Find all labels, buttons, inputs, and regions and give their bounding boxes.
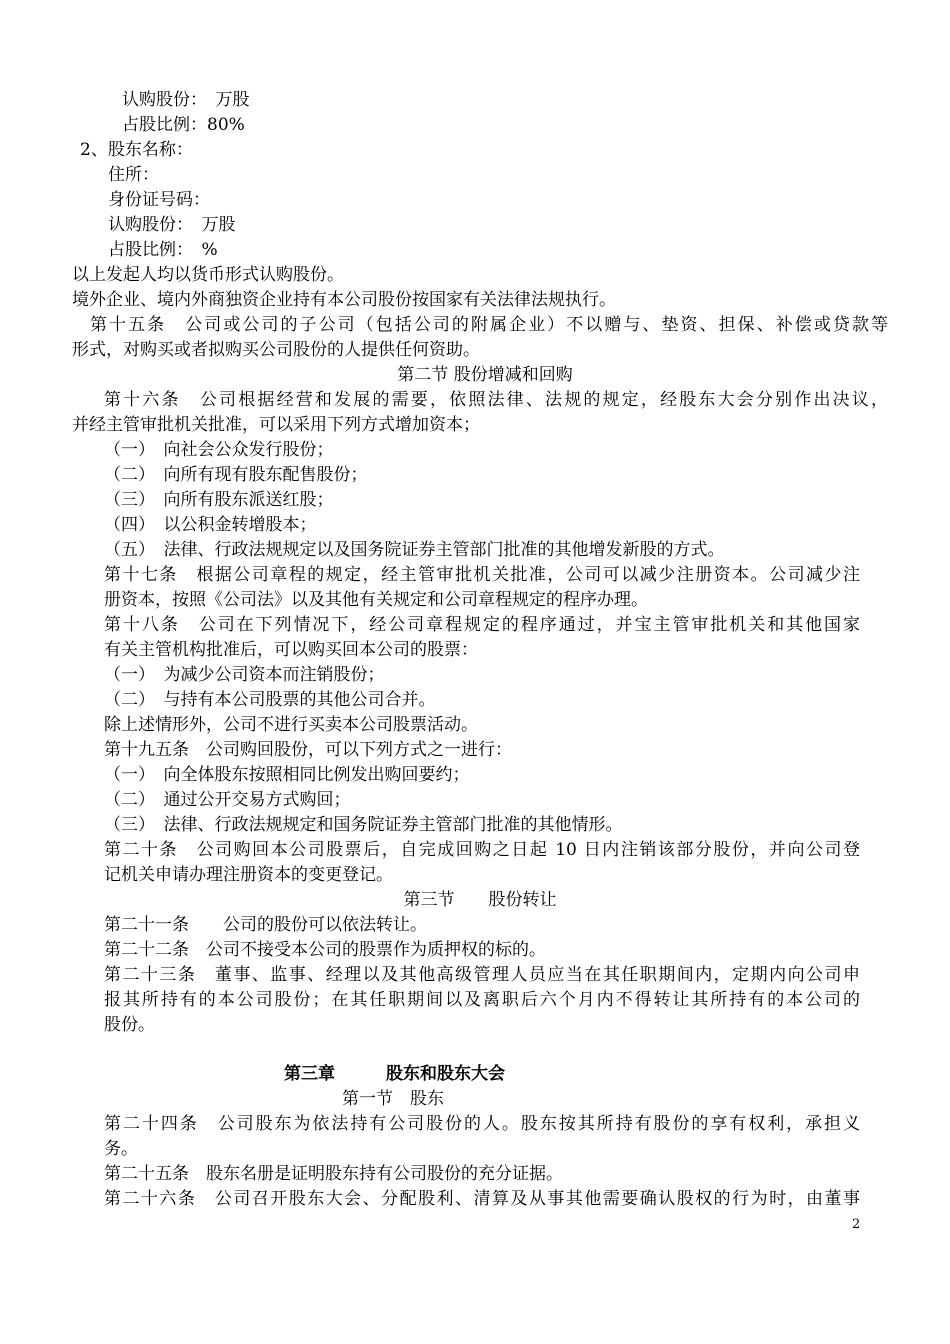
text-line: （二） 与持有本公司股票的其他公司合并。 (104, 690, 436, 710)
text-line: 第二十一条 公司的股份可以依法转让。 (104, 915, 427, 935)
text-line: 第十八条 公司在下列情况下，经公司章程规定的程序通过，并宝主管审批机关和其他国家 (104, 615, 860, 635)
text-line: 2、股东名称： (80, 140, 193, 160)
section-heading: 第二节 股份增减和回购 (397, 365, 573, 385)
text-line: （四） 以公积金转增股本； (104, 515, 317, 535)
text-line: 境外企业、境内外商独资企业持有本公司股份按国家有关法律法规执行。 (72, 290, 616, 310)
text-line: （五） 法律、行政法规规定以及国务院证券主管部门批准的其他增发新股的方式。 (104, 540, 725, 560)
text-line: 第十五条 公司或公司的子公司（包括公司的附属企业）不以赠与、垫资、担保、补偿或贷款等 (90, 315, 888, 335)
text-line: 占股比例：80% (122, 115, 245, 135)
text-line: 第十七条 根据公司章程的规定，经主管审批机关批准，公司可以减少注册资本。公司减少注 (104, 565, 860, 585)
text-line: 报其所持有的本公司股份；在其任职期间以及离职后六个月内不得转让其所持有的本公司的 (104, 990, 860, 1010)
text-line: （三） 向所有股东派送红股； (104, 490, 334, 510)
text-line: 股份。 (104, 1015, 155, 1035)
text-line: 住所： (108, 165, 159, 185)
text-line: 第十六条 公司根据经营和发展的需要，依照法律、法规的规定，经股东大会分别作出决议， (104, 390, 888, 410)
text-line: 除上述情形外，公司不进行买卖本公司股票活动。 (104, 715, 478, 735)
text-line: 册资本，按照《公司法》以及其他有关规定和公司章程规定的程序办理。 (104, 590, 648, 610)
text-line: （二） 通过公开交易方式购回； (104, 790, 351, 810)
text-line: 并经主管审批机关批准，可以采用下列方式增加资本； (72, 415, 480, 435)
text-line: 认购股份： 万股 (108, 215, 236, 235)
text-line: 以上发起人均以货币形式认购股份。 (72, 265, 344, 285)
text-line: 身份证号码： (108, 190, 210, 210)
text-line: （三） 法律、行政法规规定和国务院证券主管部门批准的其他情形。 (104, 815, 623, 835)
text-line: 第二十五条 股东名册是证明股东持有公司股份的充分证据。 (104, 1164, 563, 1184)
text-line: （一） 向全体股东按照相同比例发出购回要约； (104, 765, 470, 785)
section-heading: 第一节 股东 (342, 1089, 444, 1109)
text-line: 第二十二条 公司不接受本公司的股票作为质押权的标的。 (104, 940, 546, 960)
text-line: 记机关申请办理注册资本的变更登记。 (104, 865, 393, 885)
section-heading: 第三节 股份转让 (403, 890, 557, 910)
text-line: 务。 (104, 1139, 138, 1159)
text-line: 第二十四条 公司股东为依法持有公司股份的人。股东按其所持有股份的享有权利，承担义 (104, 1114, 860, 1134)
text-line: 形式，对购买或者拟购买公司股份的人提供任何资助。 (72, 340, 480, 360)
text-line: 有关主管机构批准后，可以购买回本公司的股票： (104, 640, 478, 660)
page-number: 2 (852, 1217, 861, 1232)
text-line: 第二十条 公司购回本公司股票后，自完成回购之日起 10 日内注销该部分股份，并向公司登 (104, 840, 860, 860)
text-line: 第二十六条 公司召开股东大会、分配股利、清算及从事其他需要确认股权的行为时，由董事 (104, 1189, 860, 1209)
text-line: （一） 为减少公司资本而注销股份； (104, 665, 385, 685)
text-line: 认购股份： 万股 (122, 90, 250, 110)
text-line: 第十九五条 公司购回股份，可以下列方式之一进行： (104, 740, 512, 760)
chapter-heading: 第三章 股东和股东大会 (284, 1064, 505, 1084)
text-line: 占股比例： % (108, 240, 218, 260)
text-line: （二） 向所有现有股东配售股份； (104, 465, 368, 485)
text-line: 第二十三条 董事、监事、经理以及其他高级管理人员应当在其任职期间内，定期内向公司申 (104, 965, 860, 985)
text-line: （一） 向社会公众发行股份； (104, 440, 334, 460)
